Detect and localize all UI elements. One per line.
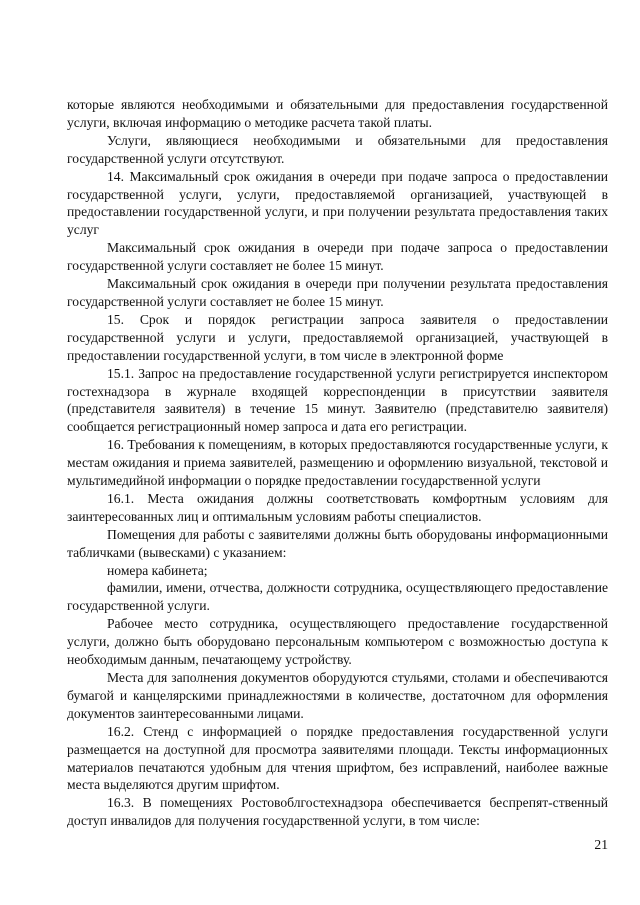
paragraph: 16.1. Места ожидания должны соответствовать комфортным условиям для заинтересованных лиц и оптимальным условиям работы специалистов. — [67, 490, 608, 524]
paragraph: Услуги, являющиеся необходимыми и обязательными для предоставления государственной услуги отсутствуют. — [67, 132, 608, 166]
paragraph: Максимальный срок ожидания в очереди при получении результата предоставления государственной услуги составляет не более 15 минут. — [67, 276, 608, 309]
list-item: номера кабинета; — [107, 562, 208, 578]
paragraph-continuation: которые являются необходимыми и обязательными для предоставления государственной услуги, включая информацию о методике расчета такой платы. — [67, 97, 608, 130]
paragraph: 15.1. Запрос на предоставление государственной услуги регистрируется инспектором гостехнадзора в журнале входящей корреспонденции в присутствии заявителя (представителя заявителя) в течение 15 минут. Заявителю (представителю заявителя) сообщается регистрационный номер запроса и дата его регистрации. — [67, 365, 608, 435]
page-number: 21 — [594, 837, 608, 852]
paragraph: Места для заполнения документов оборудуются стульями, столами и обеспечиваются бумагой и канцелярскими принадлежностями в количестве, достаточном для оформления документов заинтересованными лицами. — [67, 670, 608, 721]
paragraph: Помещения для работы с заявителями должны быть оборудованы информационными табличками (вывесками) с указанием: — [67, 526, 608, 560]
paragraph: Рабочее место сотрудника, осуществляющего предоставление государственной услуги, должно быть оборудовано персональным компьютером с возможностью доступа к необходимым данным, печатающему устройству. — [67, 616, 608, 668]
paragraph: 16.3. В помещениях Ростовоблгостехнадзора обеспечивается беспрепят-ственный доступ инвалидов для получения государственной услуги, в том числе: — [67, 795, 608, 829]
paragraph: 16.2. Стенд с информацией о порядке предоставления государственной услуги размещается на доступной для просмотра заявителями площади. Тексты информационных материалов печатаются удобным для чтения шрифтом, без исправлений, наиболее важные места выделяются другим шрифтом. — [67, 723, 608, 793]
section-heading-15: 15. Срок и порядок регистрации запроса заявителя о предоставлении государственной услуги и услуги, предоставляемой организацией, участвующей в предоставлении государственной услуги, в том числе в электронной форме — [67, 311, 608, 363]
section-heading-16: 16. Требования к помещениям, в которых предоставляются государственные услуги, к местам ожидания и приема заявителей, размещению и оформлению визуальной, текстовой и мультимедийной информации о порядке предоставлении государственной услуги — [67, 437, 608, 489]
document-body — [67, 96, 608, 830]
list-item: фамилии, имени, отчества, должности сотрудника, осуществляющего предоставление государственной услуги. — [67, 580, 608, 614]
section-heading-14: 14. Максимальный срок ожидания в очереди при подаче запроса о предоставлении государственной услуги, услуги, предоставляемой организацией, участвующей в предоставлении государственной услуги, и при получении результата предоставления таких услуг — [67, 168, 608, 238]
paragraph: Максимальный срок ожидания в очереди при подаче запроса о предоставлении государственной услуги составляет не более 15 минут. — [67, 240, 608, 274]
